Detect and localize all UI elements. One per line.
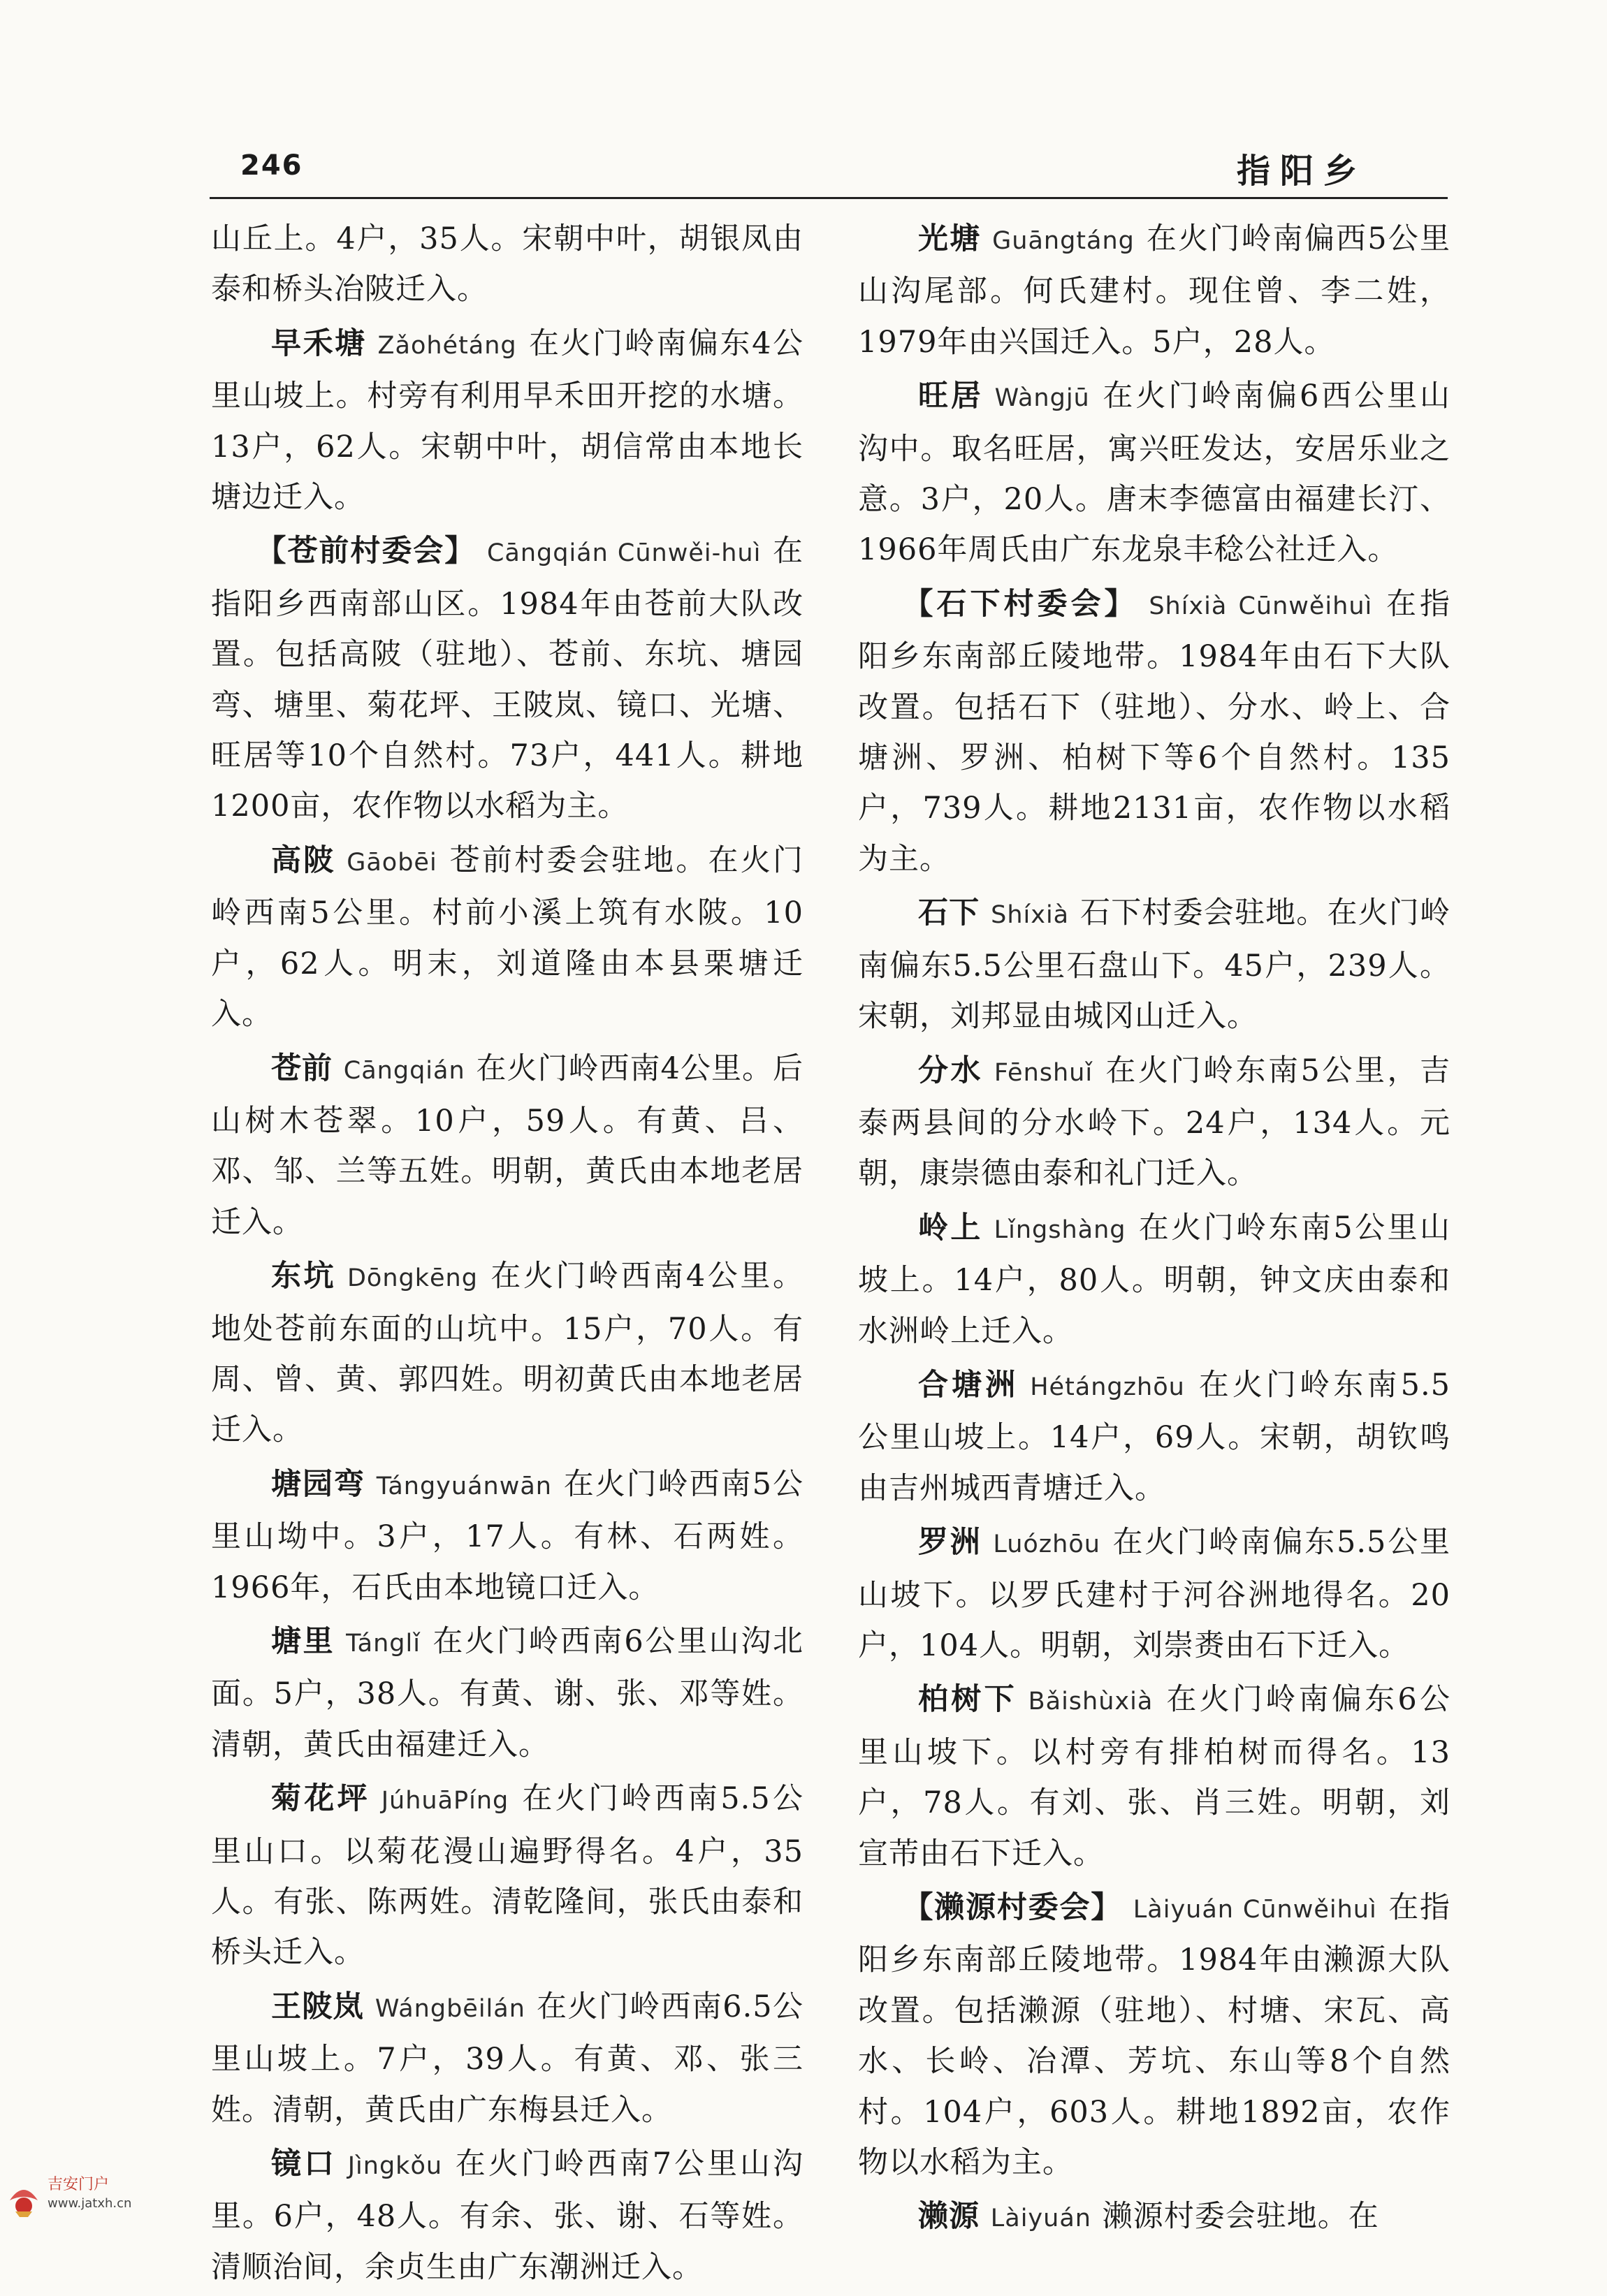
pinyin-romanization: Fēnshuǐ	[994, 1058, 1093, 1087]
pinyin-romanization: Wàngjū	[994, 384, 1090, 413]
entry-text: 在火门岭东南5公里，吉泰两县间的分水岭下。24户，134人。元朝，康崇德由泰和礼门迁入。	[858, 1053, 1451, 1192]
pinyin-romanization: Luózhōu	[993, 1530, 1100, 1559]
pinyin-romanization: JúhuāPíng	[381, 1787, 509, 1815]
village-entry	[211, 2139, 804, 2293]
village-name: 塘里	[271, 1623, 335, 1659]
village-name: 合塘洲	[918, 1367, 1019, 1403]
pinyin-romanization: Làiyuán	[990, 2204, 1091, 2233]
village-name: 光塘	[918, 221, 982, 256]
entry-text: 在指阳乡东南部丘陵地带。1984年由石下大队改置。包括石下（驻地）、分水、岭上、合塘洲、罗洲、柏树下等6个自然村。135户，739人。耕地2131亩，农作物以水稻为主。	[858, 586, 1450, 877]
entry-text: 在指阳乡西南部山区。1984年由苍前大队改置。包括高陂（驻地）、苍前、东坑、塘园弯、塘里、菊花坪、王陂岚、镜口、光塘、旺居等10个自然村。73户，441人。耕地1200亩，农作物以水稻为主。	[211, 534, 804, 824]
site-watermark	[3, 2165, 163, 2221]
pinyin-romanization: Hétángzhōu	[1030, 1373, 1185, 1401]
committee-name: 【苍前村委会】	[256, 534, 477, 569]
village-entry	[858, 1046, 1450, 1199]
village-entry	[211, 1774, 804, 1978]
pinyin-romanization: Bǎishùxià	[1028, 1688, 1154, 1716]
pinyin-romanization: Shíxià Cūnwěihuì	[1149, 592, 1373, 620]
pinyin-romanization: Dōngkēng	[347, 1264, 478, 1293]
village-name: 罗洲	[918, 1525, 982, 1560]
page-number: 246	[240, 149, 303, 182]
village-name: 镜口	[271, 2147, 337, 2182]
committee-entry	[211, 526, 804, 831]
header-rule	[210, 197, 1448, 199]
village-name: 石下	[918, 895, 980, 931]
entry-text: 在火门岭南偏东5.5公里山坡下。以罗氏建村于河谷洲地得名。20户，104人。明朝，刘崇赉由石下迁入。	[858, 1525, 1450, 1663]
entry-text: 在火门岭南偏西5公里山沟尾部。何氏建村。现住曾、李二姓，1979年由兴国迁入。5户，28人。	[858, 221, 1451, 360]
entry-text: 在火门岭东南5公里山坡上。14户，80人。明朝，钟文庆由泰和水洲岭上迁入。	[858, 1210, 1450, 1349]
entry-text: 在火门岭西南5.5公里山口。以菊花漫山遍野得名。4户，35人。有张、陈两姓。清乾隆间，张氏由泰和桥头迁入。	[211, 1781, 804, 1970]
pinyin-romanization: Wángbēilán	[375, 1994, 525, 2023]
village-entry	[211, 1616, 804, 1770]
entry-text: 在火门岭西南5公里山坳中。3户，17人。有林、石两姓。1966年，石氏由本地镜口迁入。	[211, 1466, 804, 1605]
village-entry	[211, 319, 804, 523]
pinyin-romanization: Cāngqián Cūnwěi-huì	[486, 539, 762, 568]
entry-text: 在火门岭南偏东6公里山坡下。以村旁有排柏树而得名。13户，78人。有刘、张、肖三姓。明朝，刘宣芾由石下迁入。	[858, 1682, 1451, 1871]
village-name: 塘园弯	[271, 1466, 365, 1502]
committee-entry	[858, 1882, 1450, 2188]
entry-text: 在火门岭南偏6西公里山沟中。取名旺居，寓兴旺发达，安居乐业之意。3户，20人。唐末李德富由福建长汀、1966年周氏由广东龙泉丰稔公社迁入。	[858, 379, 1451, 568]
pinyin-romanization: Gāobēi	[347, 848, 437, 877]
watermark-logo-icon	[3, 2165, 45, 2218]
entry-text: 在火门岭西南7公里山沟里。6户，48人。有余、张、谢、石等姓。清顺治间，余贞生由广东潮洲迁入。	[211, 2147, 804, 2285]
pinyin-romanization: Shíxià	[991, 901, 1070, 930]
village-name: 东坑	[271, 1259, 337, 1294]
village-entry	[858, 1360, 1450, 1514]
village-name: 早禾塘	[271, 326, 367, 361]
entry-text: 濑源村委会驻地。在	[1102, 2199, 1379, 2235]
entry-text: 在火门岭西南4公里。后山树木苍翠。10户，59人。有黄、吕、邓、邹、兰等五姓。明朝，黄氏由本地老居迁入。	[211, 1051, 804, 1240]
village-entry	[211, 835, 804, 1040]
village-entry	[211, 1044, 804, 1248]
pinyin-romanization: Làiyuán Cūnwěihuì	[1133, 1896, 1377, 1924]
continued-paragraph	[211, 214, 804, 315]
village-entry	[858, 888, 1450, 1041]
running-head: 指阳乡	[1237, 152, 1367, 191]
village-entry	[211, 1982, 804, 2135]
village-name: 旺居	[918, 379, 984, 414]
pinyin-romanization: Jìngkǒu	[347, 2152, 443, 2181]
committee-entry	[858, 579, 1450, 884]
entry-text: 苍前村委会驻地。在火门岭西南5公里。村前小溪上筑有水陂。10户，62人。明末，刘道隆由本县栗塘迁入。	[211, 842, 804, 1032]
left-column	[211, 214, 804, 2296]
village-entry	[858, 1517, 1450, 1671]
committee-name: 【石下村委会】	[903, 586, 1138, 622]
right-column	[858, 214, 1450, 2248]
entry-text: 在指阳乡东南部丘陵地带。1984年由濑源大队改置。包括濑源（驻地）、村塘、宋瓦、高水、长岭、冶潭、芳坑、东山等8个自然村。104户，603人。耕地1892亩，农作物以水稻为主。	[858, 1890, 1450, 2181]
entry-text: 在火门岭西南6公里山沟北面。5户，38人。有黄、谢、张、邓等姓。清朝，黄氏由福建迁入。	[211, 1623, 804, 1762]
village-name: 菊花坪	[271, 1781, 370, 1817]
entry-text: 在火门岭东南5.5公里山坡上。14户，69人。宋朝，胡钦鸣由吉州城西青塘迁入。	[858, 1367, 1451, 1506]
village-name: 高陂	[271, 842, 336, 878]
entry-text: 山丘上。4户，35人。宋朝中叶，胡银凤由泰和桥头冶陂迁入。	[211, 221, 804, 307]
pinyin-romanization: Zǎohétáng	[377, 331, 517, 360]
village-entry	[211, 1251, 804, 1456]
pinyin-romanization: Cāngqián	[343, 1056, 465, 1085]
pinyin-romanization: Guāngtáng	[992, 227, 1135, 255]
village-name: 柏树下	[918, 1682, 1017, 1718]
village-entry	[858, 214, 1450, 367]
entry-text: 在火门岭西南4公里。地处苍前东面的山坑中。15户，70人。有周、曾、黄、郭四姓。明初黄氏由本地老居迁入。	[211, 1259, 804, 1448]
watermark-text: 吉安门户	[48, 2176, 110, 2193]
pinyin-romanization: Tángyuánwān	[376, 1472, 552, 1500]
village-entry	[858, 1674, 1450, 1879]
village-name: 分水	[918, 1053, 984, 1088]
village-name: 苍前	[271, 1051, 333, 1086]
watermark-url: www.jatxh.cn	[48, 2196, 132, 2211]
village-entry	[858, 1203, 1450, 1357]
entry-text: 石下村委会驻地。在火门岭南偏东5.5公里石盘山下。45户，239人。宋朝，刘邦显由城冈山迁入。	[858, 895, 1451, 1034]
village-entry	[858, 2191, 1450, 2244]
village-name: 岭上	[918, 1210, 983, 1245]
village-entry	[858, 371, 1450, 576]
village-entry	[211, 1459, 804, 1613]
village-name: 王陂岚	[271, 1989, 365, 2024]
entry-text: 在火门岭西南6.5公里山坡上。7户，39人。有黄、邓、张三姓。清朝，黄氏由广东梅县迁入。	[211, 1989, 804, 2128]
pinyin-romanization: Tánglǐ	[346, 1629, 421, 1658]
village-name: 濑源	[918, 2199, 980, 2235]
pinyin-romanization: Lǐngshàng	[994, 1215, 1126, 1244]
committee-name: 【濑源村委会】	[903, 1890, 1123, 1925]
entry-text: 在火门岭南偏东4公里山坡上。村旁有利用早禾田开挖的水塘。13户，62人。宋朝中叶，胡信常由本地长塘边迁入。	[211, 326, 804, 515]
